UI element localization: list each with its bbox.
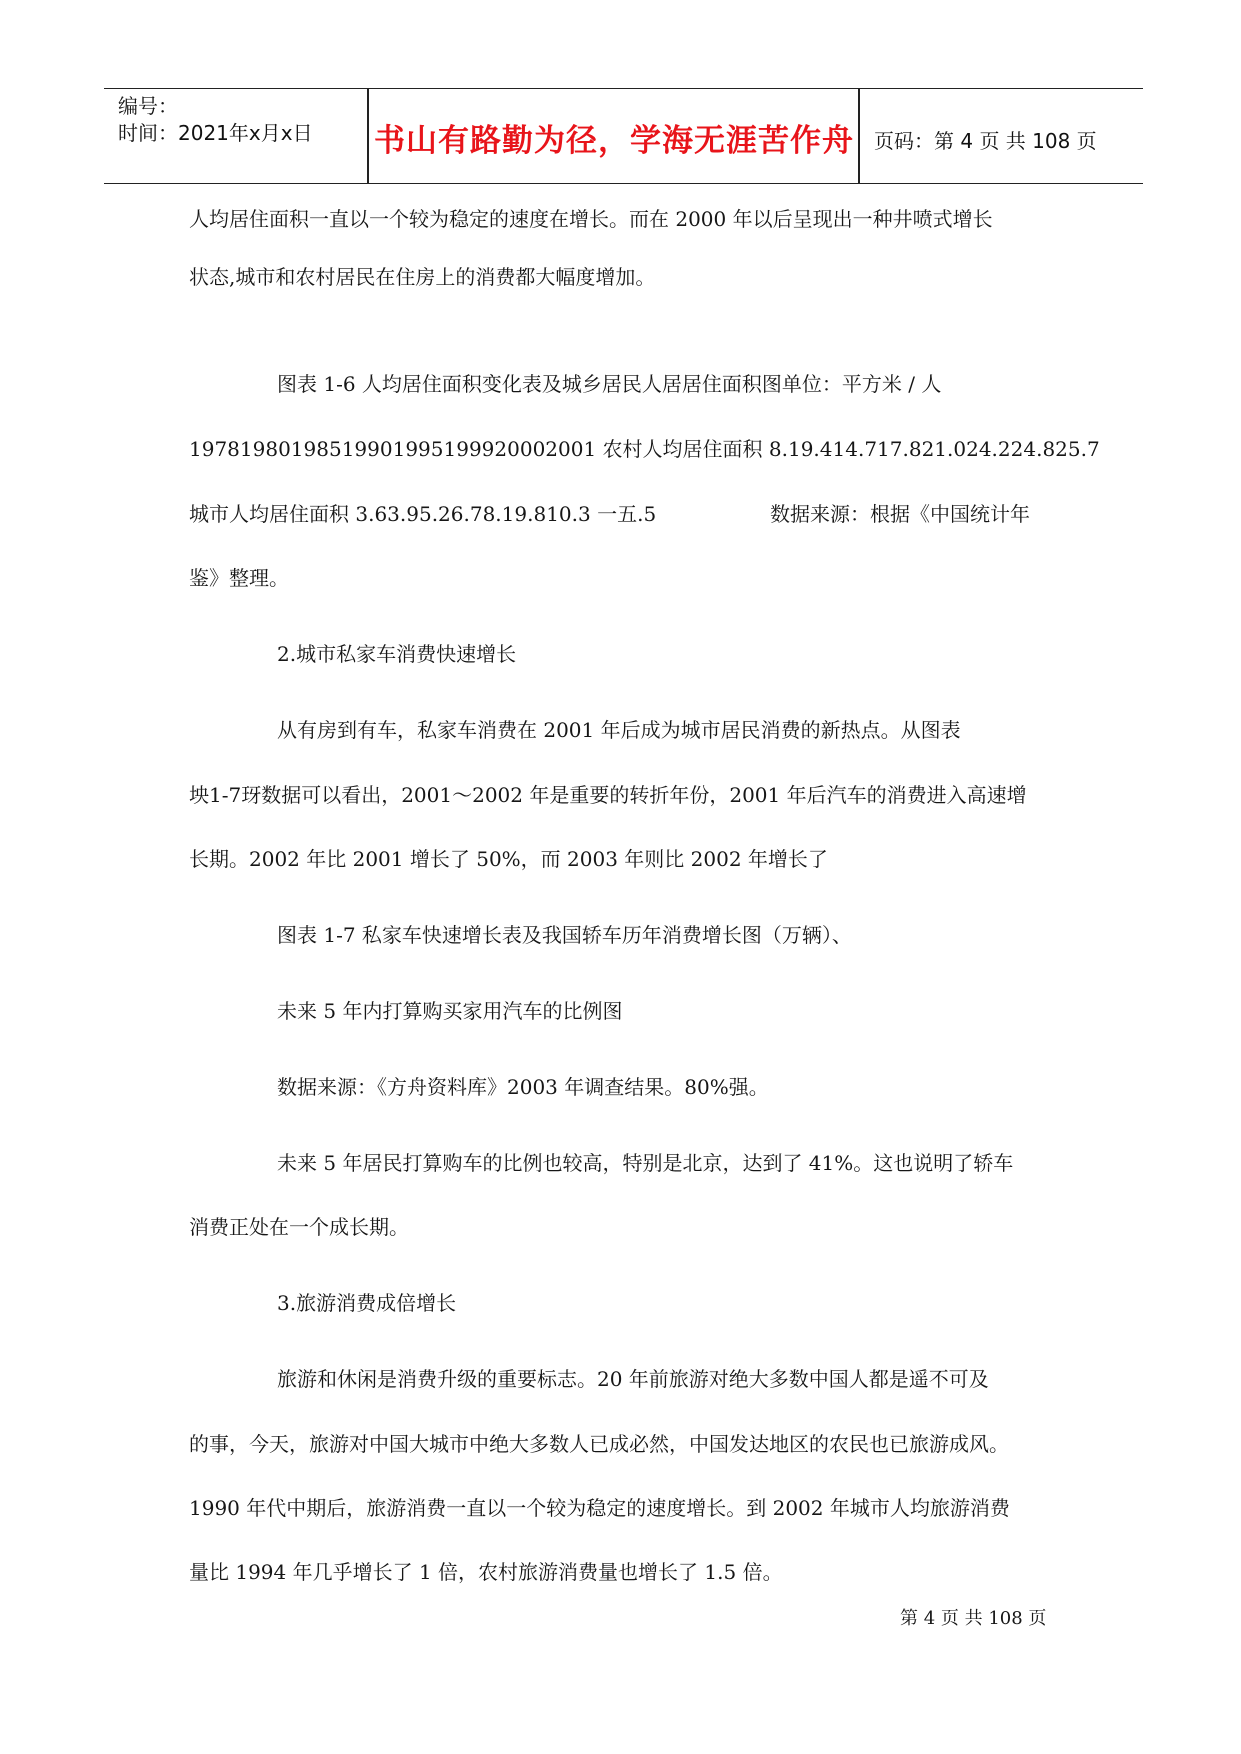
paragraph-line: 坱1-7玡数据可以看出，2001～2002 年是重要的转折年份，2001 年后汽车的消费进入高速增 <box>189 783 1027 807</box>
paragraph-line: 的事，今天，旅游对中国大城市中绝大多数人已成必然，中国发达地区的农民也已旅游成风。 <box>189 1432 1009 1456</box>
header-divider <box>367 89 369 183</box>
paragraph-line: 消费正处在一个成长期。 <box>189 1215 409 1239</box>
document-number-label: 编号： <box>118 94 178 118</box>
section-heading: 3.旅游消费成倍增长 <box>277 1291 457 1315</box>
paragraph-line: 未来 5 年居民打算购车的比例也较高，特别是北京，达到了 41%。这也说明了轿车 <box>277 1151 1014 1175</box>
figure-subtitle: 未来 5 年内打算购买家用汽车的比例图 <box>277 999 623 1023</box>
header-motto: 书山有路勤为径，学海无涯苦作舟 <box>374 123 854 159</box>
header-page-number: 页码：第 4 页 共 108 页 <box>874 129 1097 153</box>
paragraph-line: 1990 年代中期后，旅游消费一直以一个较为稳定的速度增长。到 2002 年城市人均旅游消费 <box>189 1496 1010 1520</box>
figure-data-line: 1978198019851990199519992000200​1 农村人均居住面积 8.19.414.717.821.024.224.825.7 <box>189 437 1100 461</box>
paragraph-line: 量比 1994 年几乎增长了 1 倍，农村旅游消费量也增长了 1.5 倍。 <box>189 1560 783 1584</box>
section-heading: 2.城市私家车消费快速增长 <box>277 642 517 666</box>
header-meta <box>118 93 313 147</box>
header-divider <box>858 89 860 183</box>
page-header <box>104 88 1143 184</box>
paragraph-line: 从有房到有车，私家车消费在 2001 年后成为城市居民消费的新热点。从图表 <box>277 718 961 742</box>
paragraph-line: 人均居住面积一直以一个较为稳定的速度在增长。而在 2000 年以后呈现出一种井喷式增长 <box>189 207 993 231</box>
figure-caption: 图表 1-7 私家车快速增长表及我国轿车历年消费增长图（万辆）、 <box>277 923 852 947</box>
document-time-label: 时间：2021年x月x日 <box>118 121 313 145</box>
figure-source: 数据来源：《方舟资料库》2003 年调查结果。80%强。 <box>277 1075 769 1099</box>
paragraph-line: 长期。2002 年比 2001 增长了 50%，而 2003 年则比 2002 年增长了 <box>189 847 828 871</box>
paragraph-line: 状态,城市和农村居民在住房上的消费都大幅度增加。 <box>189 265 656 289</box>
figure-data-line: 城市人均居住面积 3.63.95.26.78.19.810.3 一五.5 <box>189 502 657 526</box>
paragraph-line: 旅游和休闲是消费升级的重要标志。20 年前旅游对绝大多数中国人都是遥不可及 <box>277 1367 989 1391</box>
figure-source-continued: 鉴》整理。 <box>189 566 289 590</box>
figure-source: 数据来源：根据《中国统计年 <box>770 502 1030 526</box>
page-footer: 第 4 页 共 108 页 <box>900 1608 1047 1629</box>
figure-caption: 图表 1-6 人均居住面积变化表及城乡居民人居居住面积图单位：平方米 / 人 <box>277 372 942 396</box>
